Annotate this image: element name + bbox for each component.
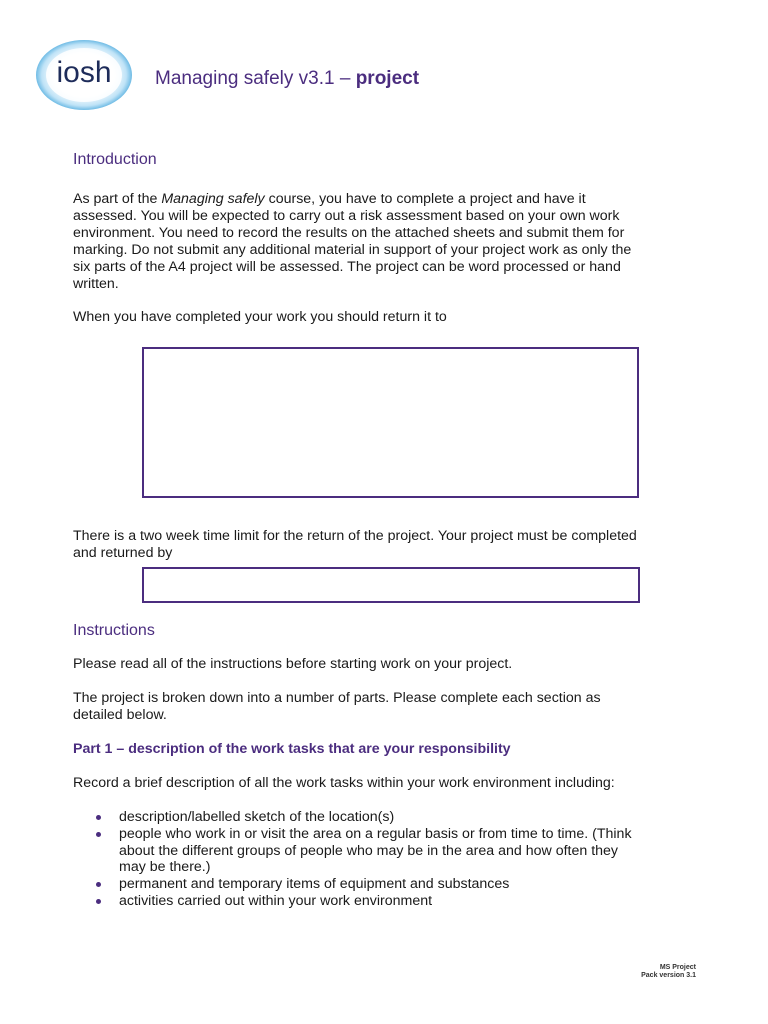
bullet-icon	[96, 832, 101, 837]
intro-paragraph-2: When you have completed your work you should return it to	[73, 309, 447, 326]
part-1-bullet-list	[73, 809, 698, 910]
bullet-icon	[96, 899, 101, 904]
page-title: Managing safely v3.1 – project	[155, 68, 420, 89]
instructions-paragraph-2: The project is broken down into a number of parts. Please complete each section as detailed below.	[73, 690, 601, 723]
logo-text: iosh	[56, 56, 112, 89]
bullet-icon	[96, 882, 101, 887]
part-1-intro: Record a brief description of all the work tasks within your work environment including:	[73, 774, 615, 791]
footer-line-2: Pack version 3.1	[641, 972, 696, 979]
iosh-logo	[30, 36, 138, 114]
return-by-field[interactable]	[142, 567, 640, 603]
instructions-paragraph-1: Please read all of the instructions before starting work on your project.	[73, 656, 513, 673]
list-item: permanent and temporary items of equipment and substances	[73, 876, 698, 893]
list-item: description/labelled sketch of the location(s)	[73, 809, 698, 826]
footer-line-1: MS Project	[659, 964, 696, 971]
list-item: people who work in or visit the area on a regular basis or from time to time. (Think about the different groups of people who may be in the area and how often they may be there.)	[73, 826, 698, 877]
document-body	[73, 150, 698, 910]
instructions-heading: Instructions	[73, 622, 155, 640]
introduction-heading: Introduction	[73, 151, 157, 168]
bullet-icon	[96, 815, 101, 820]
intro-paragraph-1: As part of the Managing safely course, you have to complete a project and have it assessed. You will be expected to carry out a risk assessment based on your own work environment. You need to record the results on the attached sheets and submit them for marking. Do not submit any additional material in support of your project work as only the six parts of the A4 project will be assessed. The project can be word processed or hand written.	[73, 191, 632, 292]
return-to-field[interactable]	[142, 347, 639, 498]
intro-paragraph-3: There is a two week time limit for the return of the project. Your project must be completed and returned by	[73, 528, 637, 562]
part-1-heading: Part 1 – description of the work tasks that are your responsibility	[73, 740, 511, 757]
page-footer	[641, 964, 696, 980]
list-item: activities carried out within your work environment	[73, 893, 698, 910]
